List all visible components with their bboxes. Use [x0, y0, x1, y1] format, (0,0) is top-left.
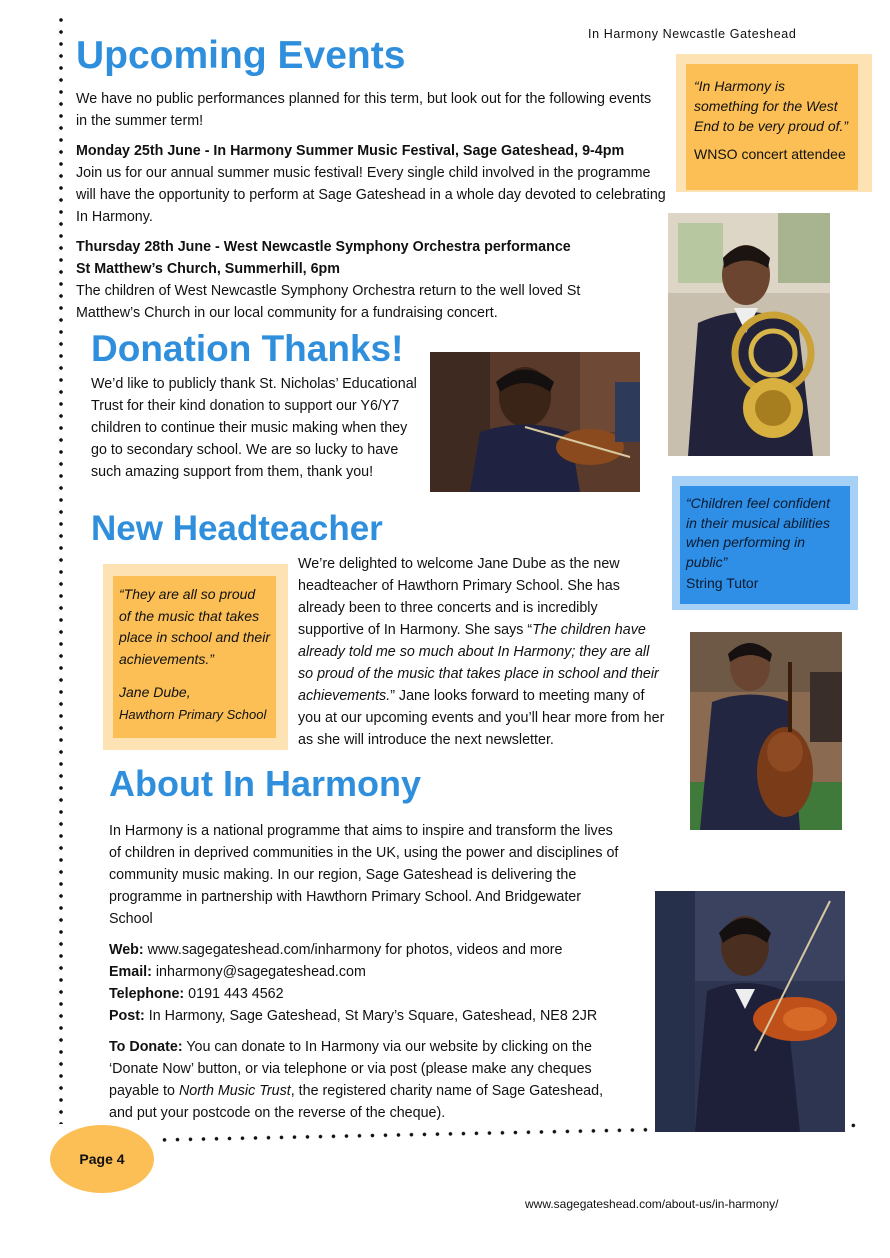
about-web — [109, 939, 624, 961]
about-section — [109, 820, 624, 1124]
quote-string-tutor-author: String Tutor — [686, 575, 759, 591]
dotted-border-left — [57, 14, 65, 1124]
email-label: Email: — [109, 964, 152, 980]
web-label: Web: — [109, 942, 144, 958]
quote-box-jane-dube-inner — [113, 576, 276, 738]
headteacher-heading: New Headteacher — [91, 509, 383, 548]
about-heading: About In Harmony — [109, 763, 421, 804]
post-value: In Harmony, Sage Gateshead, St Mary’s Square, Gateshead, NE8 2JR — [144, 1008, 598, 1024]
upcoming-intro: We have no public performances planned for this term, but look out for the following events in the summer term! — [76, 91, 652, 129]
donate-label: To Donate: — [109, 1039, 183, 1055]
headteacher-text-a: We’re delighted to welcome Jane Dube as the new headteacher of Hawthorn Primary School. She has already been to three concerts and is incredibly supportive of In Harmony. She says “ — [298, 556, 620, 638]
photo-violin-girl — [430, 352, 640, 492]
post-label: Post: — [109, 1008, 145, 1024]
about-post — [109, 1005, 624, 1027]
phone-value: 0191 443 4562 — [184, 986, 284, 1002]
about-text: In Harmony is a national programme that aims to inspire and transform the lives of children in deprived communities in the UK, using the power and disciplines of community music making. In our region, Sage Gateshead is delivering the programme in partnership with Hawthorn Primary School. And Bridgewater School — [109, 823, 619, 927]
upcoming-events-section — [76, 88, 666, 324]
quote-jane-dube-school: Hawthorn Primary School — [119, 706, 267, 722]
donation-text: We’d like to publicly thank St. Nicholas’ Educational Trust for their kind donation to support our Y6/Y7 children to continue their music making when they go to secondary school. We are so lucky to have such amazing support from them, thank you! — [91, 376, 417, 480]
event1-description: Join us for our annual summer music festival! Every single child involved in the programme will have the opportunity to perform at Sage Gateshead in a whole day devoted to celebrating In Harmony. — [76, 165, 666, 225]
quote-string-tutor-text: “Children feel confident in their musical abilities when performing in public” — [686, 495, 830, 570]
about-phone — [109, 983, 624, 1005]
about-donate — [109, 1036, 614, 1124]
headteacher-text-b: ” Jane looks forward to meeting many of you at our upcoming events and you’ll hear more from her as she will introduce the next newsletter. — [298, 688, 665, 748]
headteacher-text-quote: The children have already told me so much about In Harmony; they are all so proud of the music that takes place in school and their achievements. — [298, 622, 659, 704]
quote-box-string-tutor-inner — [680, 486, 850, 604]
violin-girl-bottom-image — [655, 891, 845, 1132]
quote-box-wnso-inner — [686, 64, 858, 190]
page-number-badge: Page 4 — [50, 1125, 154, 1193]
quote-jane-dube-author: Jane Dube, — [119, 684, 191, 700]
cello-boy-image — [690, 632, 842, 830]
donate-charity: North Music Trust — [178, 1083, 291, 1099]
quote-wnso-text: “In Harmony is something for the West End to be very proud of.” — [694, 78, 849, 134]
event2-title-line1: Thursday 28th June - West Newcastle Symphony Orchestra performance — [76, 239, 571, 255]
horn-player-image — [668, 213, 830, 456]
web-value[interactable]: www.sagegateshead.com/inharmony for photos, videos and more — [143, 942, 563, 958]
donation-heading: Donation Thanks! — [91, 328, 404, 369]
email-value[interactable]: inharmony@sagegateshead.com — [151, 964, 366, 980]
quote-box-string-tutor — [672, 476, 858, 610]
photo-horn-player — [668, 213, 830, 456]
quote-box-wnso — [676, 54, 872, 192]
upcoming-events-heading: Upcoming Events — [76, 34, 406, 77]
violin-girl-image — [430, 352, 640, 492]
donate-text-a: You can donate to In Harmony via our website by clicking on the ‘Donate Now’ button, or via telephone or via post (please make any cheques payable to — [109, 1039, 592, 1099]
header-title: In Harmony Newcastle Gateshead — [588, 27, 797, 41]
quote-box-jane-dube — [103, 564, 288, 750]
headteacher-text — [298, 553, 666, 751]
footer-url[interactable]: www.sagegateshead.com/about-us/in-harmony/ — [525, 1197, 779, 1211]
event2-description: The children of West Newcastle Symphony Orchestra return to the well loved St Matthew’s Church in our local community for a fundraising concert. — [76, 283, 581, 321]
photo-violin-girl-bottom — [655, 891, 845, 1132]
quote-wnso-author: WNSO concert attendee — [694, 146, 846, 162]
event1-title: Monday 25th June - In Harmony Summer Music Festival, Sage Gateshead, 9-4pm — [76, 143, 625, 159]
photo-cello-boy — [690, 632, 842, 830]
about-email — [109, 961, 624, 983]
quote-jane-dube-text: “They are all so proud of the music that takes place in school and their achievements.” — [119, 586, 270, 667]
event2-title-line2: St Matthew’s Church, Summerhill, 6pm — [76, 261, 341, 277]
donate-text-b: , the registered charity name of Sage Gateshead, and put your postcode on the reverse of the cheque). — [109, 1083, 604, 1121]
phone-label: Telephone: — [109, 986, 185, 1002]
